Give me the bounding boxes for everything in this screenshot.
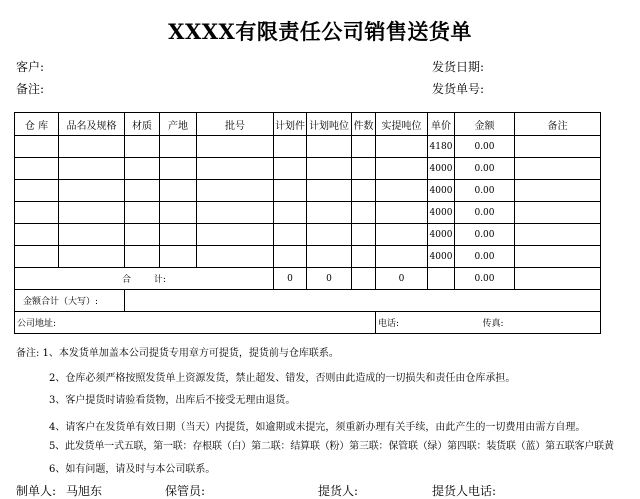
amount-cell: 0.00 (455, 180, 515, 202)
note-1: 备注: 1、本发货单加盖本公司提货专用章方可提货，提货前与仓库联系。 (16, 348, 339, 359)
table-row (15, 136, 601, 158)
note-4: 4、请客户在发货单有效日期（当天）内提货，如逾期或未提完，须重新办理有关手续，由此产生的一切费用由需方自理。 (49, 422, 586, 433)
amount-in-words-row (15, 290, 601, 312)
total-label: 合 计: (15, 268, 274, 290)
total-amount: 0.00 (455, 268, 515, 290)
amount-cell: 0.00 (455, 202, 515, 224)
col-batch-no: 批号 (197, 113, 274, 136)
phone-label: 电话: (376, 312, 455, 334)
amount-cell: 0.00 (455, 158, 515, 180)
col-origin: 产地 (160, 113, 197, 136)
unit-price-cell: 4180 (428, 136, 455, 158)
order-number-label: 发货单号: (432, 82, 485, 96)
col-pieces: 件数 (352, 113, 376, 136)
note-5: 5、此发货单一式五联，第一联：存根联（白）第二联：结算联（粉）第三联：保管联（绿）第四联：装货联（蓝）第五联客户联黄 (49, 441, 614, 452)
delivery-table (14, 112, 601, 334)
company-address-label: 公司地址: (15, 312, 376, 334)
fax-label: 传真: (455, 312, 601, 334)
table-row (15, 180, 601, 202)
keeper-label: 保管员: (165, 484, 206, 498)
customer-label: 客户: (16, 60, 45, 74)
table-header-row (15, 113, 601, 136)
table-row (15, 158, 601, 180)
total-plan-tonnage: 0 (307, 268, 352, 290)
note-3: 3、客户提货时请验看货物，出库后不接受无理由退货。 (49, 395, 296, 406)
amount-in-words-label: 金额合计（大写）: (15, 290, 125, 312)
col-actual-tonnage: 实提吨位 (376, 113, 428, 136)
col-plan-pieces: 计划件 (274, 113, 307, 136)
total-actual-tonnage: 0 (376, 268, 428, 290)
unit-price-cell: 4000 (428, 180, 455, 202)
note-6: 6、如有问题，请及时与本公司联系。 (49, 464, 216, 475)
unit-price-cell: 4000 (428, 246, 455, 268)
table-row (15, 202, 601, 224)
col-plan-tonnage: 计划吨位 (307, 113, 352, 136)
table-row (15, 224, 601, 246)
maker-label: 制单人: (16, 484, 57, 498)
unit-price-cell: 4000 (428, 158, 455, 180)
page-title: XXXX有限责任公司销售送货单 (168, 19, 472, 44)
col-warehouse: 仓 库 (15, 113, 59, 136)
picker-label: 提货人: (318, 484, 359, 498)
col-material: 材质 (125, 113, 160, 136)
total-row (15, 268, 601, 290)
col-amount: 金额 (455, 113, 515, 136)
amount-cell: 0.00 (455, 246, 515, 268)
amount-cell: 0.00 (455, 136, 515, 158)
unit-price-cell: 4000 (428, 224, 455, 246)
col-remark: 备注 (515, 113, 601, 136)
picker-phone-label: 提货人电话: (432, 484, 497, 498)
remark-label: 备注: (16, 82, 45, 96)
col-unit-price: 单价 (428, 113, 455, 136)
maker-name: 马旭东 (66, 484, 103, 498)
company-info-row (15, 312, 601, 334)
table-row (15, 246, 601, 268)
amount-cell: 0.00 (455, 224, 515, 246)
delivery-date-label: 发货日期: (432, 60, 485, 74)
total-plan-pieces: 0 (274, 268, 307, 290)
unit-price-cell: 4000 (428, 202, 455, 224)
col-product-spec: 品名及规格 (59, 113, 125, 136)
note-2: 2、仓库必须严格按照发货单上资源发货，禁止超发、错发，否则由此造成的一切损失和责任由仓库承担。 (49, 373, 516, 384)
